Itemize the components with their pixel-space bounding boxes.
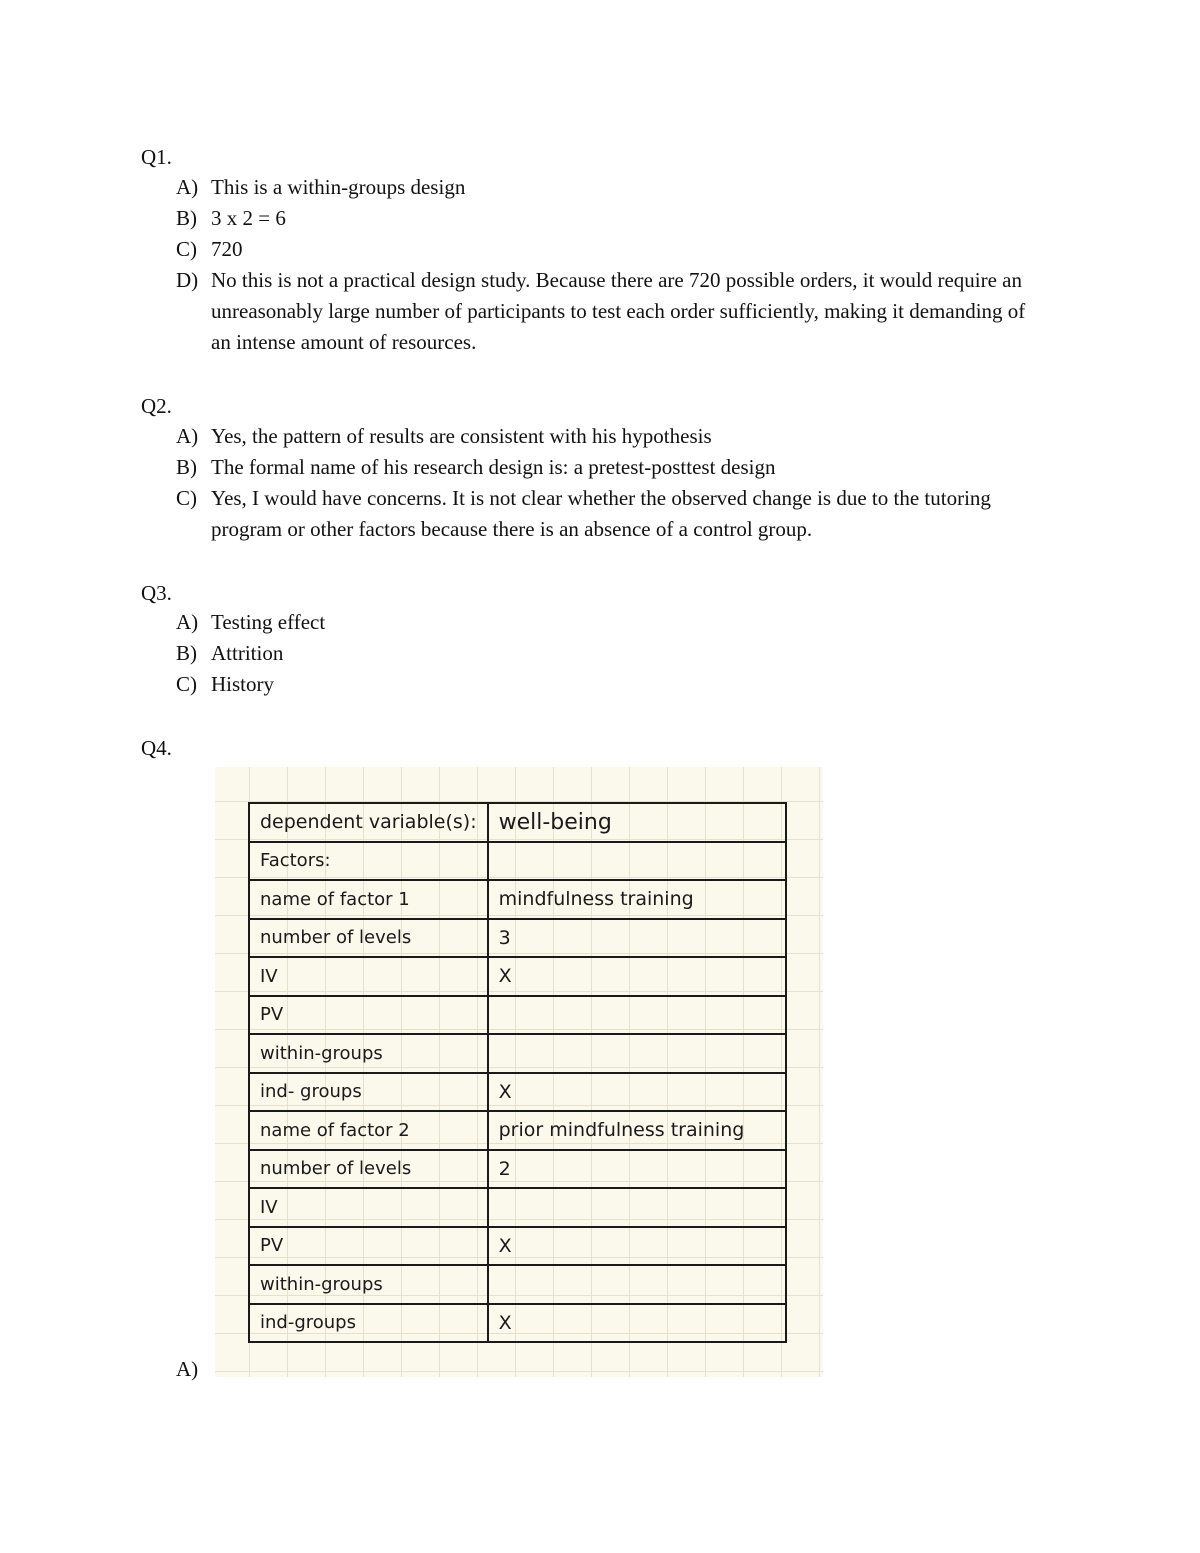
answer-text: Yes, the pattern of results are consistent with his hypothesis — [211, 424, 712, 448]
table-row — [249, 1265, 786, 1304]
table-row — [249, 957, 786, 996]
row-value — [488, 842, 786, 881]
row-value: prior mindfulness training — [488, 1111, 786, 1150]
row-value — [488, 1034, 786, 1073]
row-value — [488, 1265, 786, 1304]
q3-answer-c — [176, 669, 1036, 700]
row-label: within-groups — [249, 1265, 488, 1304]
row-label: PV — [249, 1227, 488, 1266]
row-label: ind-groups — [249, 1304, 488, 1343]
answer-text: This is a within-groups design — [211, 175, 466, 199]
q3-label: Q3. — [141, 581, 172, 605]
answer-letter: A) — [176, 175, 199, 199]
row-value — [488, 1188, 786, 1227]
answer-text: 3 x 2 = 6 — [211, 206, 286, 230]
row-value: X — [488, 1227, 786, 1266]
table-row — [249, 1034, 786, 1073]
table-row — [249, 842, 786, 881]
q2-answer-c — [176, 483, 1036, 545]
answer-letter: C) — [176, 672, 197, 696]
row-label: name of factor 1 — [249, 880, 488, 919]
table-row — [249, 1188, 786, 1227]
q1-answer-a — [176, 172, 1036, 203]
row-label: number of levels — [249, 1150, 488, 1189]
q3-answer-a — [176, 607, 1036, 638]
answer-letter: B) — [176, 641, 197, 665]
row-label: ind- groups — [249, 1073, 488, 1112]
q4-label: Q4. — [141, 736, 172, 760]
answer-letter: A) — [176, 610, 199, 634]
handwritten-table-image — [215, 767, 823, 1377]
answer-letter: C) — [176, 237, 197, 261]
row-value: 3 — [488, 919, 786, 958]
q1-answer-b — [176, 203, 1036, 234]
answer-text: The formal name of his research design is: a pretest-posttest design — [211, 455, 776, 479]
row-label: number of levels — [249, 919, 488, 958]
answer-letter: C) — [176, 486, 197, 510]
table-row — [249, 1150, 786, 1189]
row-label: PV — [249, 996, 488, 1035]
answer-letter: B) — [176, 455, 197, 479]
row-value: X — [498, 1311, 512, 1334]
row-value: 2 — [488, 1150, 786, 1189]
q3-answer-b — [176, 638, 1036, 669]
answer-letter: B) — [176, 206, 197, 230]
table-row — [249, 919, 786, 958]
answer-text: Testing effect — [211, 610, 326, 634]
answer-letter: A) — [176, 424, 199, 448]
row-value: mindfulness training — [488, 880, 786, 919]
table-row — [249, 996, 786, 1035]
q1-answer-d — [176, 265, 1036, 358]
answer-text: History — [211, 672, 274, 696]
row-value: X — [488, 1073, 786, 1112]
q2-label: Q2. — [141, 394, 172, 418]
q2-answer-a — [176, 421, 1036, 452]
row-label: within-groups — [249, 1034, 488, 1073]
table-row — [249, 803, 786, 842]
row-label: dependent variable(s): — [249, 803, 488, 842]
q1-answer-c — [176, 234, 1036, 265]
table-row — [249, 880, 786, 919]
factor-table — [248, 802, 787, 1343]
row-value — [488, 996, 786, 1035]
table-row — [249, 1073, 786, 1112]
answer-letter: A) — [176, 1357, 199, 1381]
q1-label: Q1. — [141, 145, 172, 169]
answer-text: Attrition — [211, 641, 284, 665]
table-row — [249, 1227, 786, 1266]
answer-text: No this is not a practical design study. Because there are 720 possible orders, it would require an unreasonably large number of participants to test each order sufficiently, making it demanding of an intense amount of resources. — [211, 268, 1026, 354]
row-value: well-being — [488, 803, 786, 842]
table-row — [249, 1304, 786, 1343]
answer-text: Yes, I would have concerns. It is not clear whether the observed change is due to the tutoring program or other factors because there is an absence of a control group. — [211, 486, 991, 541]
table-row — [249, 1111, 786, 1150]
q2-answer-b — [176, 452, 1036, 483]
row-label: IV — [249, 1188, 488, 1227]
row-value: X — [488, 957, 786, 996]
answer-letter: D) — [176, 268, 199, 292]
answer-text: 720 — [211, 237, 243, 261]
row-label: Factors: — [249, 842, 488, 881]
row-label: name of factor 2 — [249, 1111, 488, 1150]
row-label: IV — [249, 957, 488, 996]
